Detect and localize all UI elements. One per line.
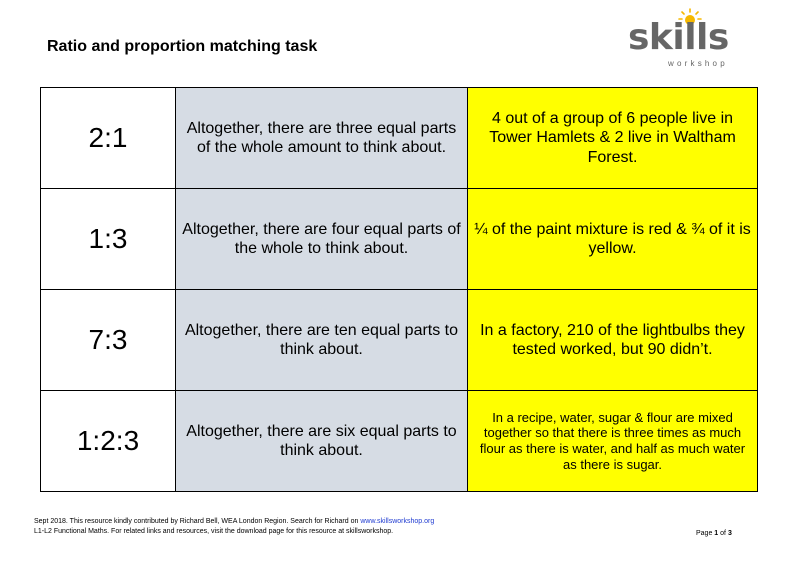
description-cell: Altogether, there are four equal parts of the whole to think about. — [176, 189, 468, 290]
page-current: 1 — [714, 530, 719, 537]
description-cell: Altogether, there are ten equal parts to think about. — [176, 290, 468, 391]
scenario-cell: In a factory, 210 of the lightbulbs they tested worked, but 90 didn’t. — [468, 290, 758, 391]
footer-line-1 — [34, 517, 434, 527]
page-prefix: Page — [696, 530, 715, 537]
table-row — [41, 88, 758, 189]
footer-credit: Sept 2018. This resource kindly contributed by Richard Bell, WEA London Region. Search for Richard on — [34, 518, 361, 525]
logo-wordmark: skills — [628, 17, 729, 58]
table-row — [41, 290, 758, 391]
scenario-cell: ¼ of the paint mixture is red & ¾ of it is yellow. — [468, 189, 758, 290]
skills-workshop-logo — [628, 8, 748, 68]
page-total: 3 — [727, 530, 732, 537]
logo-subtext: workshop — [668, 59, 728, 68]
footer — [34, 517, 434, 537]
scenario-cell: 4 out of a group of 6 people live in Tower Hamlets & 2 live in Waltham Forest. — [468, 88, 758, 189]
description-cell: Altogether, there are six equal parts to think about. — [176, 391, 468, 492]
ratio-cell: 1:3 — [41, 189, 176, 290]
page-of: of — [718, 530, 728, 537]
table-row — [41, 391, 758, 492]
matching-table — [40, 87, 758, 492]
ratio-cell: 7:3 — [41, 290, 176, 391]
page-number — [696, 530, 732, 537]
scenario-cell: In a recipe, water, sugar & flour are mixed together so that there is three times as much flour as there is water, and half as much water as there is sugar. — [468, 391, 758, 492]
footer-line-2: L1-L2 Functional Maths. For related links and resources, visit the download page for this resource at skillsworkshop. — [34, 528, 394, 535]
page-title: Ratio and proportion matching task — [47, 38, 318, 55]
ratio-cell: 2:1 — [41, 88, 176, 189]
ratio-cell: 1:2:3 — [41, 391, 176, 492]
description-cell: Altogether, there are three equal parts of the whole amount to think about. — [176, 88, 468, 189]
skillsworkshop-link[interactable]: www.skillsworkshop.org — [360, 518, 435, 525]
table-row — [41, 189, 758, 290]
